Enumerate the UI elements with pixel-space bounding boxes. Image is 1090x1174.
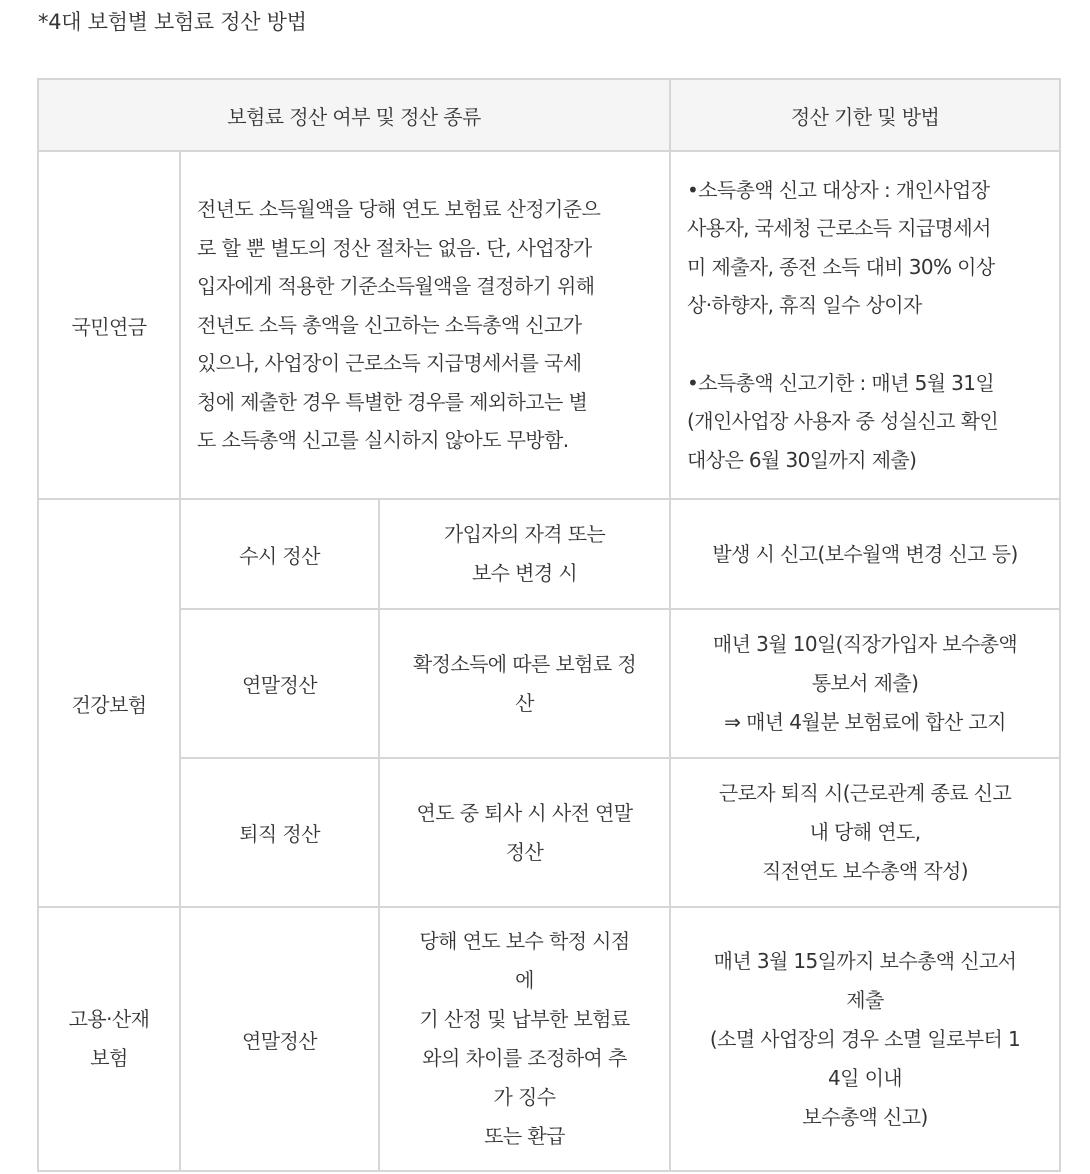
text-line: 로 할 뿐 별도의 정산 절차는 없음. 단, 사업장가 — [197, 235, 592, 260]
pension-deadline — [670, 151, 1060, 499]
text-line: 입자에게 적용한 기준소득월액을 결정하기 위해 — [197, 274, 595, 299]
table-row — [38, 151, 1060, 499]
settlement-deadline — [670, 758, 1060, 907]
text-line: 와의 차이를 조정하여 추 — [422, 1046, 627, 1070]
insurance-name-pension: 국민연금 — [38, 151, 180, 499]
text-line: •소득총액 신고 대상자 : 개인사업장 — [687, 177, 990, 202]
text-line: 내 당해 연도, — [809, 820, 921, 844]
text-line: 상·하향자, 휴직 일수 상이자 — [687, 293, 922, 318]
text-line: 고용·산재 — [68, 1007, 150, 1031]
insurance-name-health: 건강보험 — [38, 499, 180, 907]
text-line: 보험 — [90, 1046, 128, 1070]
text-line: 도 소득총액 신고를 실시하지 않아도 무방함. — [197, 428, 569, 453]
text-line: 제출 — [846, 987, 884, 1012]
table-row — [38, 499, 1060, 609]
settlement-type: 연말정산 — [180, 907, 379, 1171]
insurance-settlement-table — [37, 78, 1061, 1172]
settlement-deadline — [670, 907, 1060, 1171]
text-line: 통보서 제출) — [811, 671, 919, 695]
settlement-description — [379, 499, 670, 609]
text-line: 에 — [515, 968, 534, 992]
text-line: (소멸 사업장의 경우 소멸 일로부터 1 — [709, 1026, 1021, 1051]
text-line: ⇒ 매년 4월분 보험료에 합산 고지 — [724, 710, 1006, 734]
text-line: •소득총액 신고기한 : 매년 5월 31일 — [687, 370, 995, 395]
table-row — [38, 758, 1060, 907]
text-line: 발생 시 신고(보수월액 변경 신고 등) — [712, 541, 1018, 566]
text-line: 또는 환급 — [484, 1124, 565, 1148]
spacer — [687, 325, 1049, 364]
text-line: 매년 3월 15일까지 보수총액 신고서 — [713, 948, 1017, 973]
settlement-deadline — [670, 609, 1060, 758]
text-line: 전년도 소득월액을 당해 연도 보험료 산정기준으 — [197, 197, 601, 222]
header-settlement-type: 보험료 정산 여부 및 정산 종류 — [38, 79, 670, 151]
text-line: 전년도 소득 총액을 신고하는 소득총액 신고가 — [197, 312, 582, 337]
text-line: 대상은 6월 30일까지 제출) — [687, 447, 917, 472]
text-line: 근로자 퇴직 시(근로관계 종료 신고 — [718, 781, 1012, 805]
table-row — [38, 609, 1060, 758]
insurance-name-employment — [38, 907, 180, 1171]
text-line: (개인사업장 사용자 중 성실신고 확인 — [687, 409, 999, 434]
text-line: 보수 변경 시 — [471, 561, 578, 585]
settlement-deadline — [670, 499, 1060, 609]
settlement-description — [379, 907, 670, 1171]
text-line: 청에 제출한 경우 특별한 경우를 제외하고는 별 — [197, 389, 588, 414]
settlement-type: 퇴직 정산 — [180, 758, 379, 907]
text-line: 있으나, 사업장이 근로소득 지급명세서를 국세 — [197, 351, 582, 376]
text-line: 정산 — [505, 839, 544, 864]
settlement-type: 수시 정산 — [180, 499, 379, 609]
text-line: 직전연도 보수총액 작성) — [762, 859, 968, 883]
text-line: 당해 연도 보수 학정 시점 — [419, 929, 630, 953]
text-line: 가입자의 자격 또는 — [443, 522, 606, 546]
table-row — [38, 907, 1060, 1171]
text-line: 산 — [515, 690, 534, 715]
text-line: 연도 중 퇴사 시 사전 연말 — [416, 800, 633, 825]
text-line: 사용자, 국세청 근로소득 지급명세서 — [687, 216, 991, 241]
settlement-description — [379, 758, 670, 907]
text-line: 가 징수 — [493, 1085, 556, 1109]
pension-description — [180, 151, 670, 499]
text-line: 확정소득에 따른 보험료 정 — [412, 651, 637, 676]
header-deadline-method: 정산 기한 및 방법 — [670, 79, 1060, 151]
text-line: 4일 이내 — [827, 1065, 903, 1090]
table-header-row — [38, 79, 1060, 151]
text-line: 기 산정 및 납부한 보험료 — [419, 1007, 630, 1031]
settlement-description — [379, 609, 670, 758]
text-line: 매년 3월 10일(직장가입자 보수총액 — [712, 632, 1018, 656]
text-line: 보수총액 신고) — [802, 1104, 928, 1129]
page-title: *4대 보험별 보험료 정산 방법 — [38, 10, 307, 34]
settlement-type: 연말정산 — [180, 609, 379, 758]
text-line: 미 제출자, 종전 소득 대비 30% 이상 — [687, 254, 995, 279]
